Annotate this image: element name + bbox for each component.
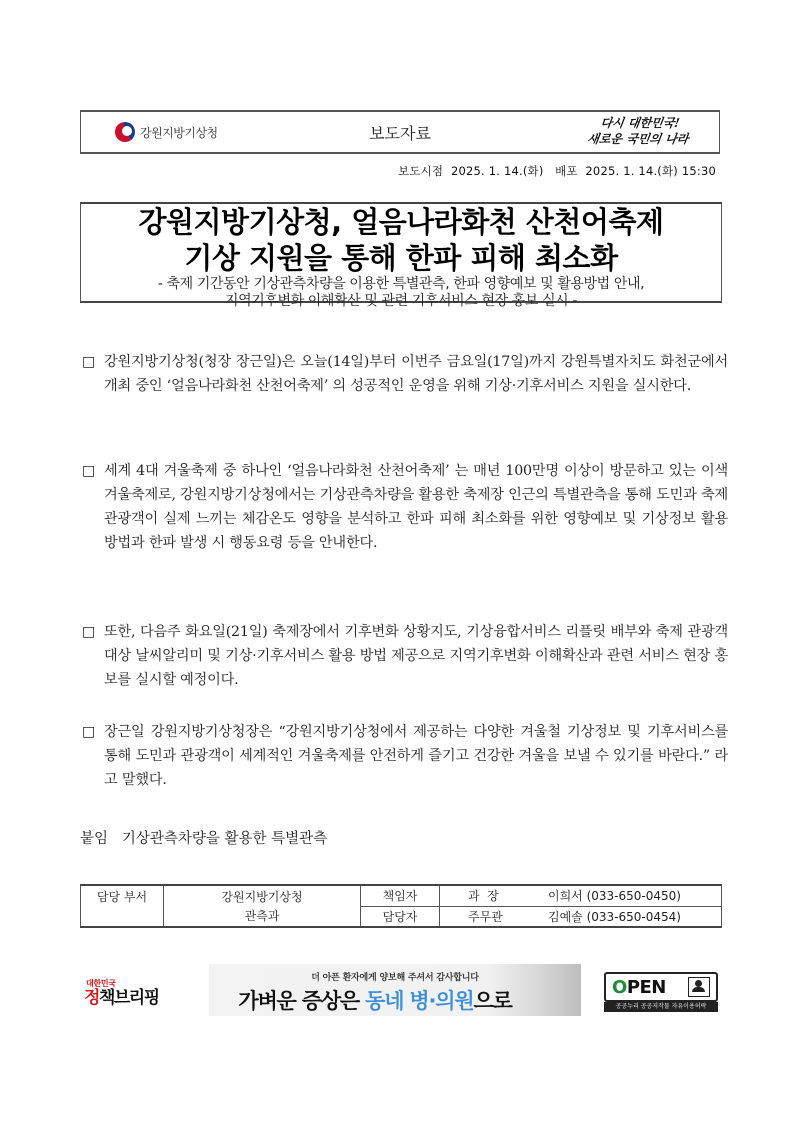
agency-name: 강원지방기상청 [140,125,218,140]
dept-name-line-2: 관측과 [244,909,280,923]
open-license-caption: 공공누리 공공저작물 자유이용허락 [604,1002,718,1012]
release-info: 보도시점 2025. 1. 14.(화) 배포 2025. 1. 14.(화) 15:30 [398,164,716,178]
subheadline-line-2: 지역기후변화 이해확산 및 관련 기후서비스 현장 홍보 실시 - [224,293,578,309]
attachment-note: 붙임 기상관측차량을 활용한 특별관측 [80,831,328,847]
contact-title: 과 장 [468,889,499,904]
open-label [612,977,666,998]
banner-headline-part-1: 가벼운 증상은 [238,989,366,1013]
press-release-header [80,110,720,154]
contact-person [440,906,722,927]
contact-name-phone: 이희서 (033-650-0450) [548,889,681,904]
body-paragraph [82,720,728,792]
headline-line-2: 기상 지원을 통해 한파 피해 최소화 [184,241,618,275]
contact-role: 담당자 [361,906,440,927]
table-row [81,885,722,906]
slogan-line-1: 다시 대한민국! [599,116,681,130]
dept-name-line-1: 강원지방기상청 [221,890,303,904]
banner-headline-highlight: 동네 병·의원 [365,989,474,1013]
contact-table [80,884,722,928]
slogan-line-2: 새로운 국민의 나라 [586,132,690,146]
paragraph-text: 또한, 다음주 화요일(21일) 축제장에서 기후변화 상황지도, 기상융합서비스 리플릿 배부와 축제 관광객 대상 날씨알리미 및 기상·기후서비스 활용 방법 제공으로 지역기후변화 이해확산과 관련 서비스 현장 홍보를 실시할 예정이다. [104,624,728,688]
body-paragraph [82,459,728,555]
briefing-logo-rest: 책브리핑 [98,988,159,1008]
document-type: 보도자료 [369,124,431,143]
checkbox-bullet-icon: □ [82,624,96,640]
kogl-open-license-badge[interactable] [604,972,718,1014]
briefing-logo-accent: 정 [84,988,99,1008]
open-badge-box [604,972,718,1002]
body-paragraph [82,620,728,692]
body-paragraph [82,350,728,398]
contact-name-phone: 김예솔 (033-650-0454) [548,909,681,924]
policy-briefing-logo[interactable] [84,978,174,1007]
open-label-rest: PEN [626,977,666,998]
briefing-logo-small-text: 대한민국 [86,979,116,988]
contact-title: 주무관 [468,909,503,924]
banner-headline-part-3: 으로 [473,989,512,1013]
paragraph-text: 장근일 강원지방기상청장은 “강원지방기상청에서 제공하는 다양한 겨울철 기상정보 및 기후서비스를 통해 도민과 관광객이 세계적인 겨울축제를 안전하게 즐기고 건강한 겨울을 보낼 수 있기를 바란다.” 라고 말했다. [104,724,728,788]
paragraph-text: 세계 4대 겨울축제 중 하나인 ‘얼음나라화천 산천어축제’ 는 매년 100만명 이상이 방문하고 있는 이색 겨울축제로, 강원지방기상청에서는 기상관측차량을 활용한 축제장 인근의 특별관측을 통해 도민과 축제 관광객이 실제 느끼는 체감온도 영향을 분석하고 한파 피해 최소화를 위한 영향예보 및 기상정보 활용 방법과 한파 발생 시 행동요령 등을 안내한다. [104,463,728,551]
campaign-banner[interactable] [209,964,581,1016]
contact-role: 책임자 [361,885,440,906]
attribution-person-icon [688,977,710,997]
dept-name [164,885,361,927]
briefing-logo-main-text [84,989,174,1007]
checkbox-bullet-icon: □ [82,724,96,740]
subheadline-line-1: - 축제 기간동안 기상관측차량을 이용한 특별관측, 한파 영향예보 및 활용방법 안내, [157,276,645,292]
checkbox-bullet-icon: □ [82,354,96,370]
contact-person [440,885,722,906]
checkbox-bullet-icon: □ [82,463,96,479]
government-slogan [577,115,701,147]
dept-label: 담당 부서 [81,885,164,927]
paragraph-text: 강원지방기상청(청장 장근일)은 오늘(14일)부터 이번주 금요일(17일)까지 강원특별자치도 화천군에서 개최 중인 ‘얼음나라화천 산천어축제’ 의 성공적인 운영을 위해 기상·기후서비스 지원을 실시한다. [104,354,728,394]
title-box [80,202,722,309]
open-label-o: O [612,977,627,998]
banner-headline [209,985,581,1015]
headline-line-1: 강원지방기상청, 얼음나라화천 산천어축제 [138,205,664,239]
banner-subtext: 더 아픈 환자에게 양보해 주셔서 감사합니다 [311,973,479,983]
